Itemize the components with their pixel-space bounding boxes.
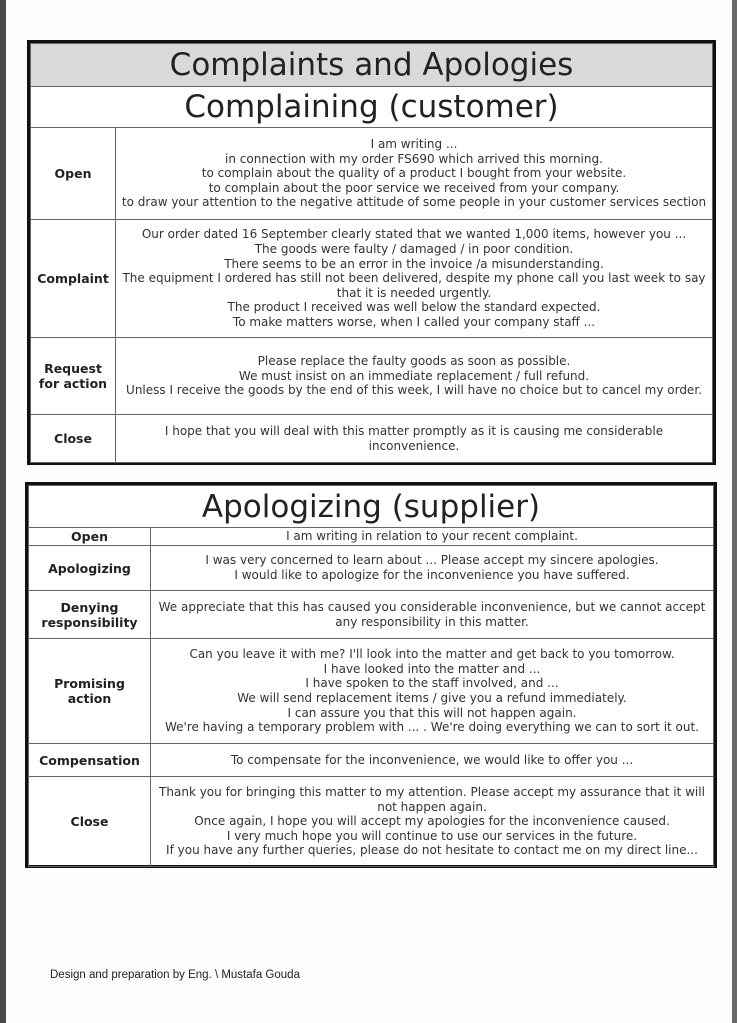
table-row (29, 639, 714, 744)
table-row (31, 338, 713, 415)
row-label: Request for action (31, 338, 116, 415)
content-line: Our order dated 16 September clearly stated that we wanted 1,000 items, however you ... (141, 227, 687, 242)
content-line: I very much hope you will continue to use our services in the future. (226, 828, 638, 843)
row-content (116, 220, 713, 338)
row-content (151, 639, 714, 744)
page-edge-left (0, 0, 6, 1023)
table-row (31, 220, 713, 338)
content-line: I am writing ... (370, 137, 458, 152)
page-title: Complaints and Apologies (31, 44, 713, 87)
content-line: There seems to be an error in the invoice /a misunderstanding. (224, 256, 604, 271)
table-row (31, 415, 713, 463)
apologizing-section (25, 482, 717, 868)
row-content (116, 415, 713, 463)
row-content (151, 777, 714, 867)
row-label: Complaint (31, 220, 116, 338)
footer-credit: Design and preparation by Eng. \ Mustafa Gouda (50, 969, 300, 981)
content-line: Thank you for bringing this matter to my attention. Please accept my assurance that it will not happen again. (159, 785, 705, 814)
content-line: Once again, I hope you will accept my apologies for the inconvenience caused. (194, 814, 670, 829)
content-line: The product I received was well below the standard expected. (227, 300, 601, 315)
content-line: We appreciate that this has caused you considerable inconvenience, but we cannot accept any responsibility in this matter. (158, 599, 706, 629)
content-line: I have looked into the matter and ... (323, 661, 541, 676)
content-line: To make matters worse, when I called your company staff ... (232, 314, 596, 329)
content-line: We will send replacement items / give you a refund immediately. (237, 691, 627, 705)
apologizing-table (28, 485, 714, 867)
row-content (151, 744, 714, 777)
content-line: Can you leave it with me? I'll look into the matter and get back to you tomorrow. (189, 647, 675, 662)
content-line: Unless I receive the goods by the end of this week, I will have no choice but to cancel my order. (126, 383, 702, 398)
row-content (151, 528, 714, 546)
content-line: We must insist on an immediate replacement / full refund. (238, 368, 590, 383)
content-line: I have spoken to the staff involved, and ... (305, 676, 559, 691)
content-line: To compensate for the inconvenience, we would like to offer you ... (230, 752, 634, 767)
row-label: Close (31, 415, 116, 463)
row-label: Compensation (29, 744, 151, 777)
table-row (29, 528, 714, 546)
content-line: I would like to apologize for the inconvenience you have suffered. (234, 568, 630, 582)
complaining-heading: Complaining (customer) (31, 87, 713, 128)
table-row (29, 777, 714, 867)
content-line: We're having a temporary problem with ... . We're doing everything we can to sort it out. (164, 720, 700, 735)
content-line: The goods were faulty / damaged / in poor condition. (254, 242, 574, 257)
content-line: I was very concerned to learn about ... Please accept my sincere apologies. (205, 553, 659, 568)
content-line: to complain about the poor service we received from your company. (208, 180, 620, 195)
complaining-section (27, 40, 716, 465)
table-row (31, 128, 713, 220)
row-label: Denying responsibility (29, 591, 151, 639)
row-content (116, 128, 713, 220)
apologizing-heading: Apologizing (supplier) (29, 486, 714, 528)
row-label: Open (29, 528, 151, 546)
row-content (151, 546, 714, 591)
row-label: Apologizing (29, 546, 151, 591)
row-content (116, 338, 713, 415)
page-edge-right (732, 0, 737, 1023)
table-row (29, 591, 714, 639)
row-content (151, 591, 714, 639)
table-row (29, 744, 714, 777)
row-label: Promising action (29, 639, 151, 744)
content-line: Please replace the faulty goods as soon as possible. (257, 354, 571, 369)
content-line: to complain about the quality of a product I bought from your website. (201, 166, 627, 181)
row-label: Open (31, 128, 116, 220)
content-line: in connection with my order FS690 which arrived this morning. (225, 151, 603, 166)
content-line: I can assure you that this will not happen again. (287, 705, 577, 720)
content-line: I hope that you will deal with this matter promptly as it is causing me considerable inconvenience. (164, 423, 664, 453)
row-label: Close (29, 777, 151, 867)
complaining-table (30, 43, 713, 463)
content-line: to draw your attention to the negative attitude of some people in your customer services section (121, 195, 707, 210)
content-line: The equipment I ordered has still not been delivered, despite my phone call you last week to say that it is needed urgently. (122, 271, 706, 300)
content-line: I am writing in relation to your recent complaint. (286, 529, 578, 544)
table-row (29, 546, 714, 591)
content-line: If you have any further queries, please do not hesitate to contact me on my direct line... (166, 843, 698, 858)
